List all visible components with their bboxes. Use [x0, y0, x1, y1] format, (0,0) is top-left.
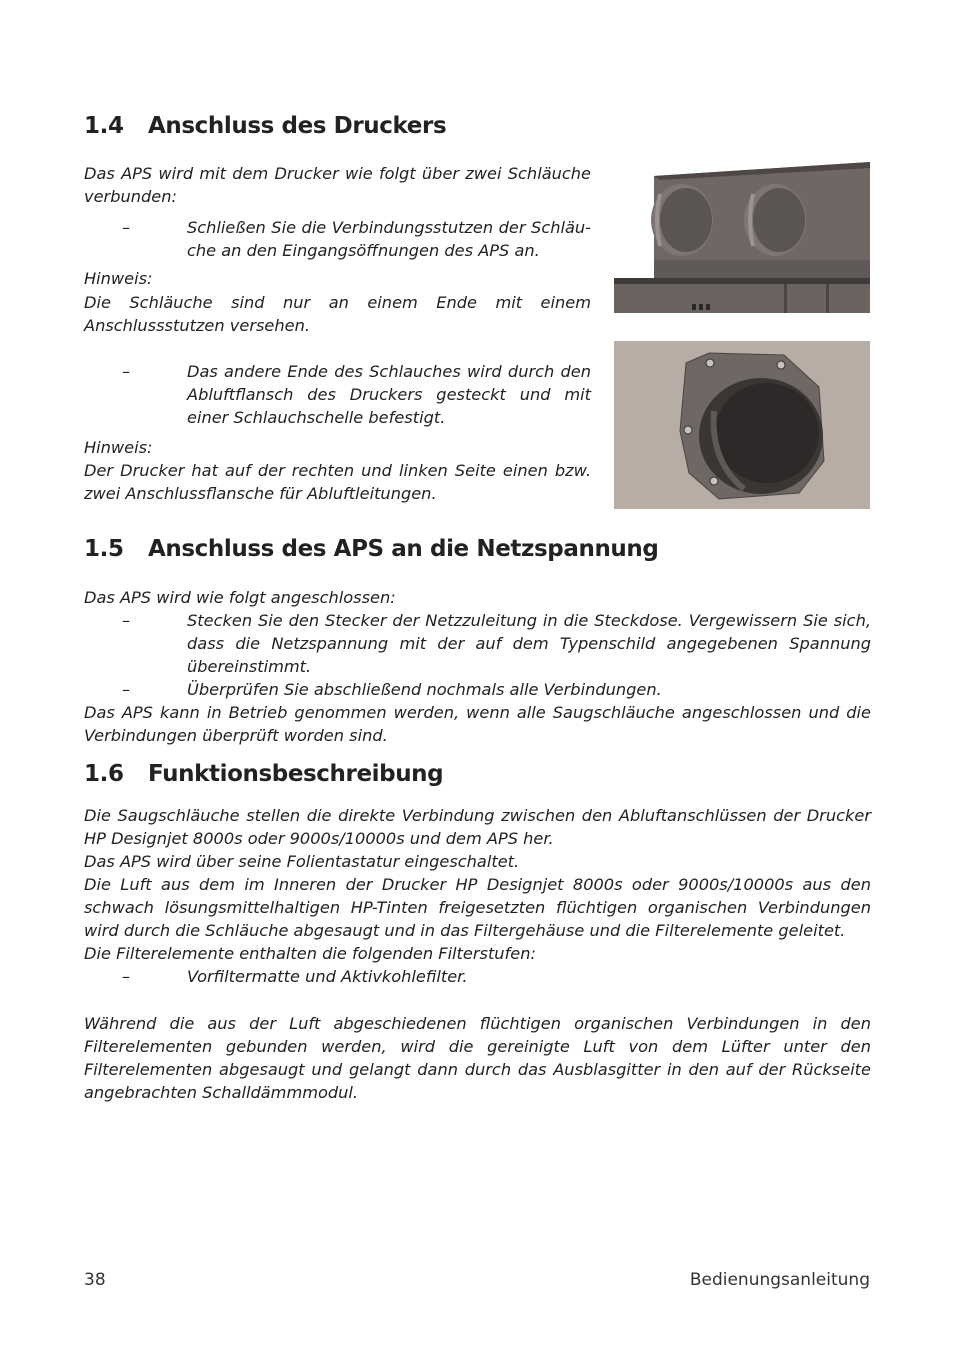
section-1-5-heading: [84, 536, 658, 562]
section-1-6-para: Das APS wird über seine Folientastatur eingeschaltet.: [84, 852, 520, 871]
list-item: [84, 360, 591, 429]
section-1-6-para: Die Saugschläuche stellen die direkte Verbindung zwischen den Abluftanschlüssen der Drucker HP Designjet 8000s oder 9000s/10000s und dem APS her.: [84, 806, 871, 848]
screw-icon: [706, 359, 714, 367]
note-text: Die Schläuche sind nur an einem Ende mit einem Anschlussstutzen versehen.: [84, 293, 591, 335]
screw-icon: [710, 477, 718, 485]
list-item-text: Stecken Sie den Stecker der Netzzuleitung in die Steckdose. Vergewissern Sie sich, dass die Netzspannung mit der auf dem Typenschild angegebenen Spannung übereinstimmt.: [187, 611, 871, 676]
note-text: Der Drucker hat auf der rechten und linken Seite einen bzw. zwei Anschlussflansche für Abluftleitungen.: [84, 461, 591, 503]
list-item: [84, 678, 871, 701]
list-dash: –: [122, 611, 131, 630]
list-item: [84, 609, 871, 678]
section-1-5-outro: Das APS kann in Betrieb genommen werden, wenn alle Saugschläuche angeschlossen und die Verbindungen überprüft worden sind.: [84, 703, 871, 745]
section-1-6-para: Die Filterelemente enthalten die folgenden Filterstufen:: [84, 944, 536, 963]
section-1-4-intro: Das APS wird mit dem Drucker wie folgt über zwei Schläuche verbunden:: [84, 164, 591, 206]
section-1-6-para: Während die aus der Luft abgeschiedenen flüchtigen organischen Verbindungen in den Filterelementen gebunden werden, wird die gereinigte Luft von dem Lüfter unter den Filterelementen abgesaugt und gelangt dann durch das Ausblasgitter in den auf der Rückseite angebrachten Schalldämmmodul.: [84, 1014, 871, 1102]
section-number: 1.4: [84, 113, 124, 139]
section-number: 1.6: [84, 761, 124, 787]
list-dash: –: [122, 362, 131, 381]
section-1-6-para: Die Luft aus dem im Inneren der Drucker HP Designjet 8000s oder 9000s/10000s aus den schwach lösungsmittelhaltigen HP-Tinten freigesetzten flüchtigen organischen Verbindungen wird durch die Schläuche abgesaugt und in das Filtergehäuse und die Filterelemente geleitet.: [84, 875, 871, 940]
list-dash: –: [122, 680, 131, 699]
section-title: Anschluss des APS an die Netzspannung: [148, 536, 659, 562]
section-1-5-intro: Das APS wird wie folgt angeschlossen:: [84, 588, 396, 607]
list-dash: –: [122, 967, 131, 986]
section-title: Anschluss des Druckers: [148, 113, 447, 139]
hose-stub-inner: [715, 383, 819, 483]
footer-doc-title: Bedienungsanleitung: [689, 1270, 870, 1290]
note-label: Hinweis:: [84, 438, 153, 457]
section-number: 1.5: [84, 536, 124, 562]
section-1-4-heading: [84, 113, 446, 139]
list-dash: –: [122, 218, 131, 237]
screw-icon: [684, 426, 692, 434]
list-item-text: Das andere Ende des Schlauches wird durch den Abluftflansch des Druckers gesteckt und mit einer Schlauchschelle befestigt.: [187, 362, 591, 427]
screw-icon: [777, 361, 785, 369]
section-1-6-heading: [84, 761, 443, 787]
exhaust-flange-figure: [614, 341, 870, 509]
aps-inlets-figure: [614, 160, 870, 313]
list-item-text: Schließen Sie die Verbindungsstutzen der Schläu-che an den Eingangsöffnungen des APS an.: [187, 218, 591, 260]
list-item-text: Überprüfen Sie abschließend nochmals alle Verbindungen.: [187, 680, 662, 699]
section-title: Funktionsbeschreibung: [148, 761, 444, 787]
page-number: 38: [84, 1270, 106, 1290]
list-item: [84, 965, 871, 988]
inlet-right: [744, 184, 806, 256]
list-item: [84, 216, 591, 262]
list-item-text: Vorfiltermatte und Aktivkohlefilter.: [187, 967, 468, 986]
inlet-left: [651, 184, 713, 256]
note-label: Hinweis:: [84, 269, 153, 288]
